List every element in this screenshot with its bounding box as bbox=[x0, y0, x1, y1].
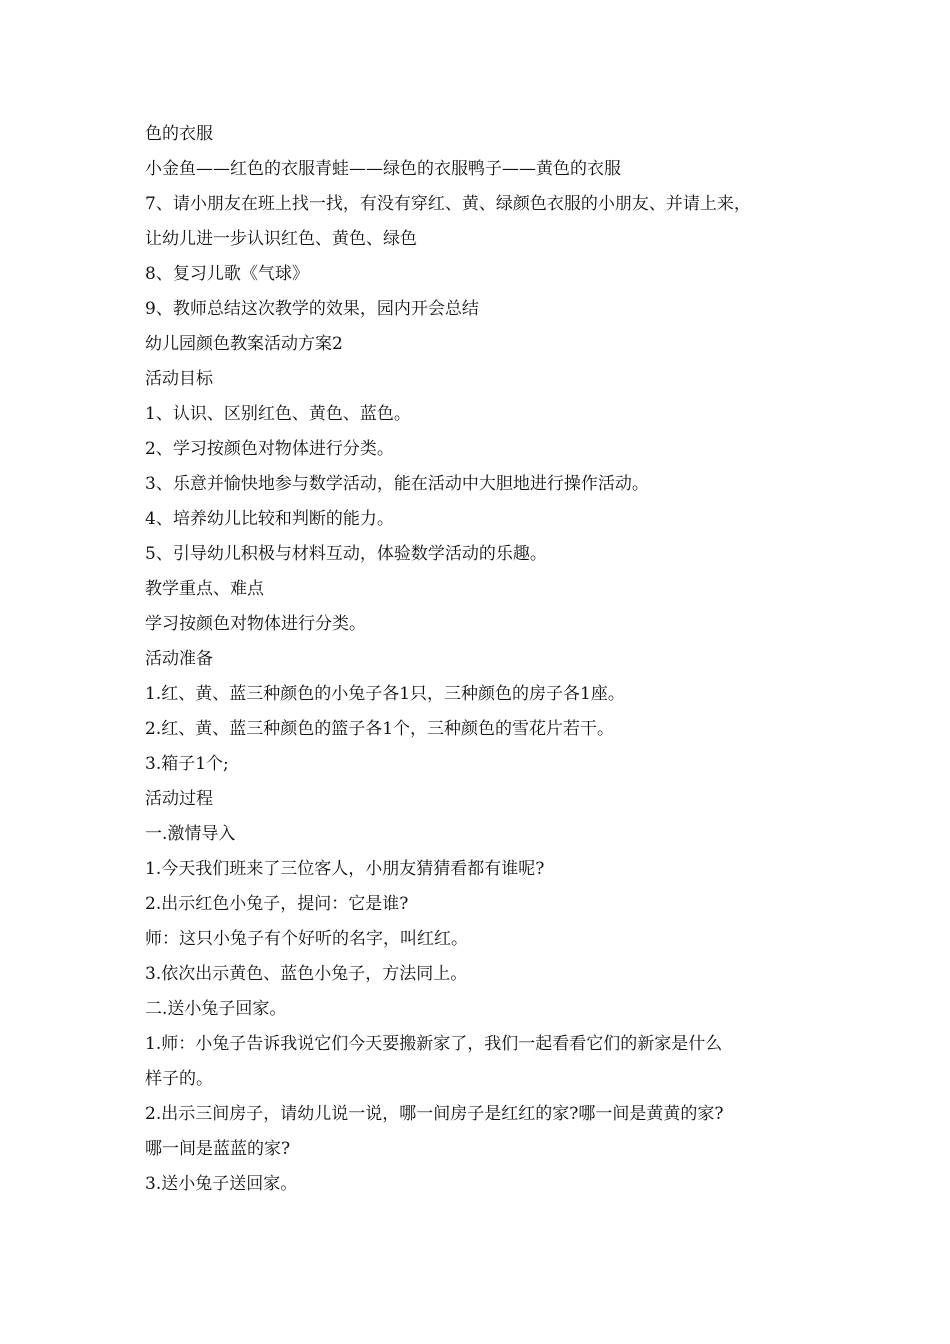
list-item: 2.红、黄、蓝三种颜色的篮子各1个，三种颜色的雪花片若干。 bbox=[145, 719, 615, 739]
text-line: 让幼儿进一步认识红色、黄色、绿色 bbox=[145, 229, 417, 249]
subsection-heading: 一.激情导入 bbox=[145, 824, 236, 844]
list-item: 2.出示红色小兔子，提问：它是谁? bbox=[145, 894, 409, 914]
list-item: 4、培养幼儿比较和判断的能力。 bbox=[145, 509, 394, 529]
text-line: 7、请小朋友在班上找一找，有没有穿红、黄、绿颜色衣服的小朋友、并请上来， bbox=[145, 194, 751, 214]
subsection-heading: 二.送小兔子回家。 bbox=[145, 999, 287, 1019]
list-item: 3、乐意并愉快地参与数学活动，能在活动中大胆地进行操作活动。 bbox=[145, 474, 649, 494]
document-body bbox=[145, 122, 825, 1196]
section-heading: 活动目标 bbox=[145, 369, 213, 389]
list-item: 1.师：小兔子告诉我说它们今天要搬新家了，我们一起看看它们的新家是什么 bbox=[145, 1034, 723, 1054]
text-line: 学习按颜色对物体进行分类。 bbox=[145, 614, 366, 634]
section-heading: 活动准备 bbox=[145, 649, 213, 669]
list-item: 3.箱子1个; bbox=[145, 754, 229, 774]
list-item: 1、认识、区别红色、黄色、蓝色。 bbox=[145, 404, 411, 424]
section-heading: 幼儿园颜色教案活动方案2 bbox=[145, 334, 343, 354]
list-item: 2.出示三间房子，请幼儿说一说，哪一间房子是红红的家?哪一间是黄黄的家? bbox=[145, 1104, 724, 1124]
list-item: 3.依次出示黄色、蓝色小兔子，方法同上。 bbox=[145, 964, 468, 984]
text-line: 色的衣服 bbox=[145, 124, 213, 144]
list-item: 2、学习按颜色对物体进行分类。 bbox=[145, 439, 394, 459]
text-line: 9、教师总结这次教学的效果，园内开会总结 bbox=[145, 299, 479, 319]
list-item: 1.红、黄、蓝三种颜色的小兔子各1只，三种颜色的房子各1座。 bbox=[145, 684, 625, 704]
text-line: 师：这只小兔子有个好听的名字，叫红红。 bbox=[145, 929, 468, 949]
section-heading: 活动过程 bbox=[145, 789, 213, 809]
text-line: 8、复习儿歌《气球》 bbox=[145, 264, 309, 284]
text-line: 小金鱼——红色的衣服青蛙——绿色的衣服鸭子——黄色的衣服 bbox=[145, 159, 621, 179]
text-line: 样子的。 bbox=[145, 1069, 213, 1089]
list-item: 5、引导幼儿积极与材料互动，体验数学活动的乐趣。 bbox=[145, 544, 547, 564]
list-item: 1.今天我们班来了三位客人，小朋友猜猜看都有谁呢? bbox=[145, 859, 545, 879]
list-item: 3.送小兔子送回家。 bbox=[145, 1174, 298, 1194]
text-line: 哪一间是蓝蓝的家? bbox=[145, 1139, 291, 1159]
section-heading: 教学重点、难点 bbox=[145, 579, 264, 599]
